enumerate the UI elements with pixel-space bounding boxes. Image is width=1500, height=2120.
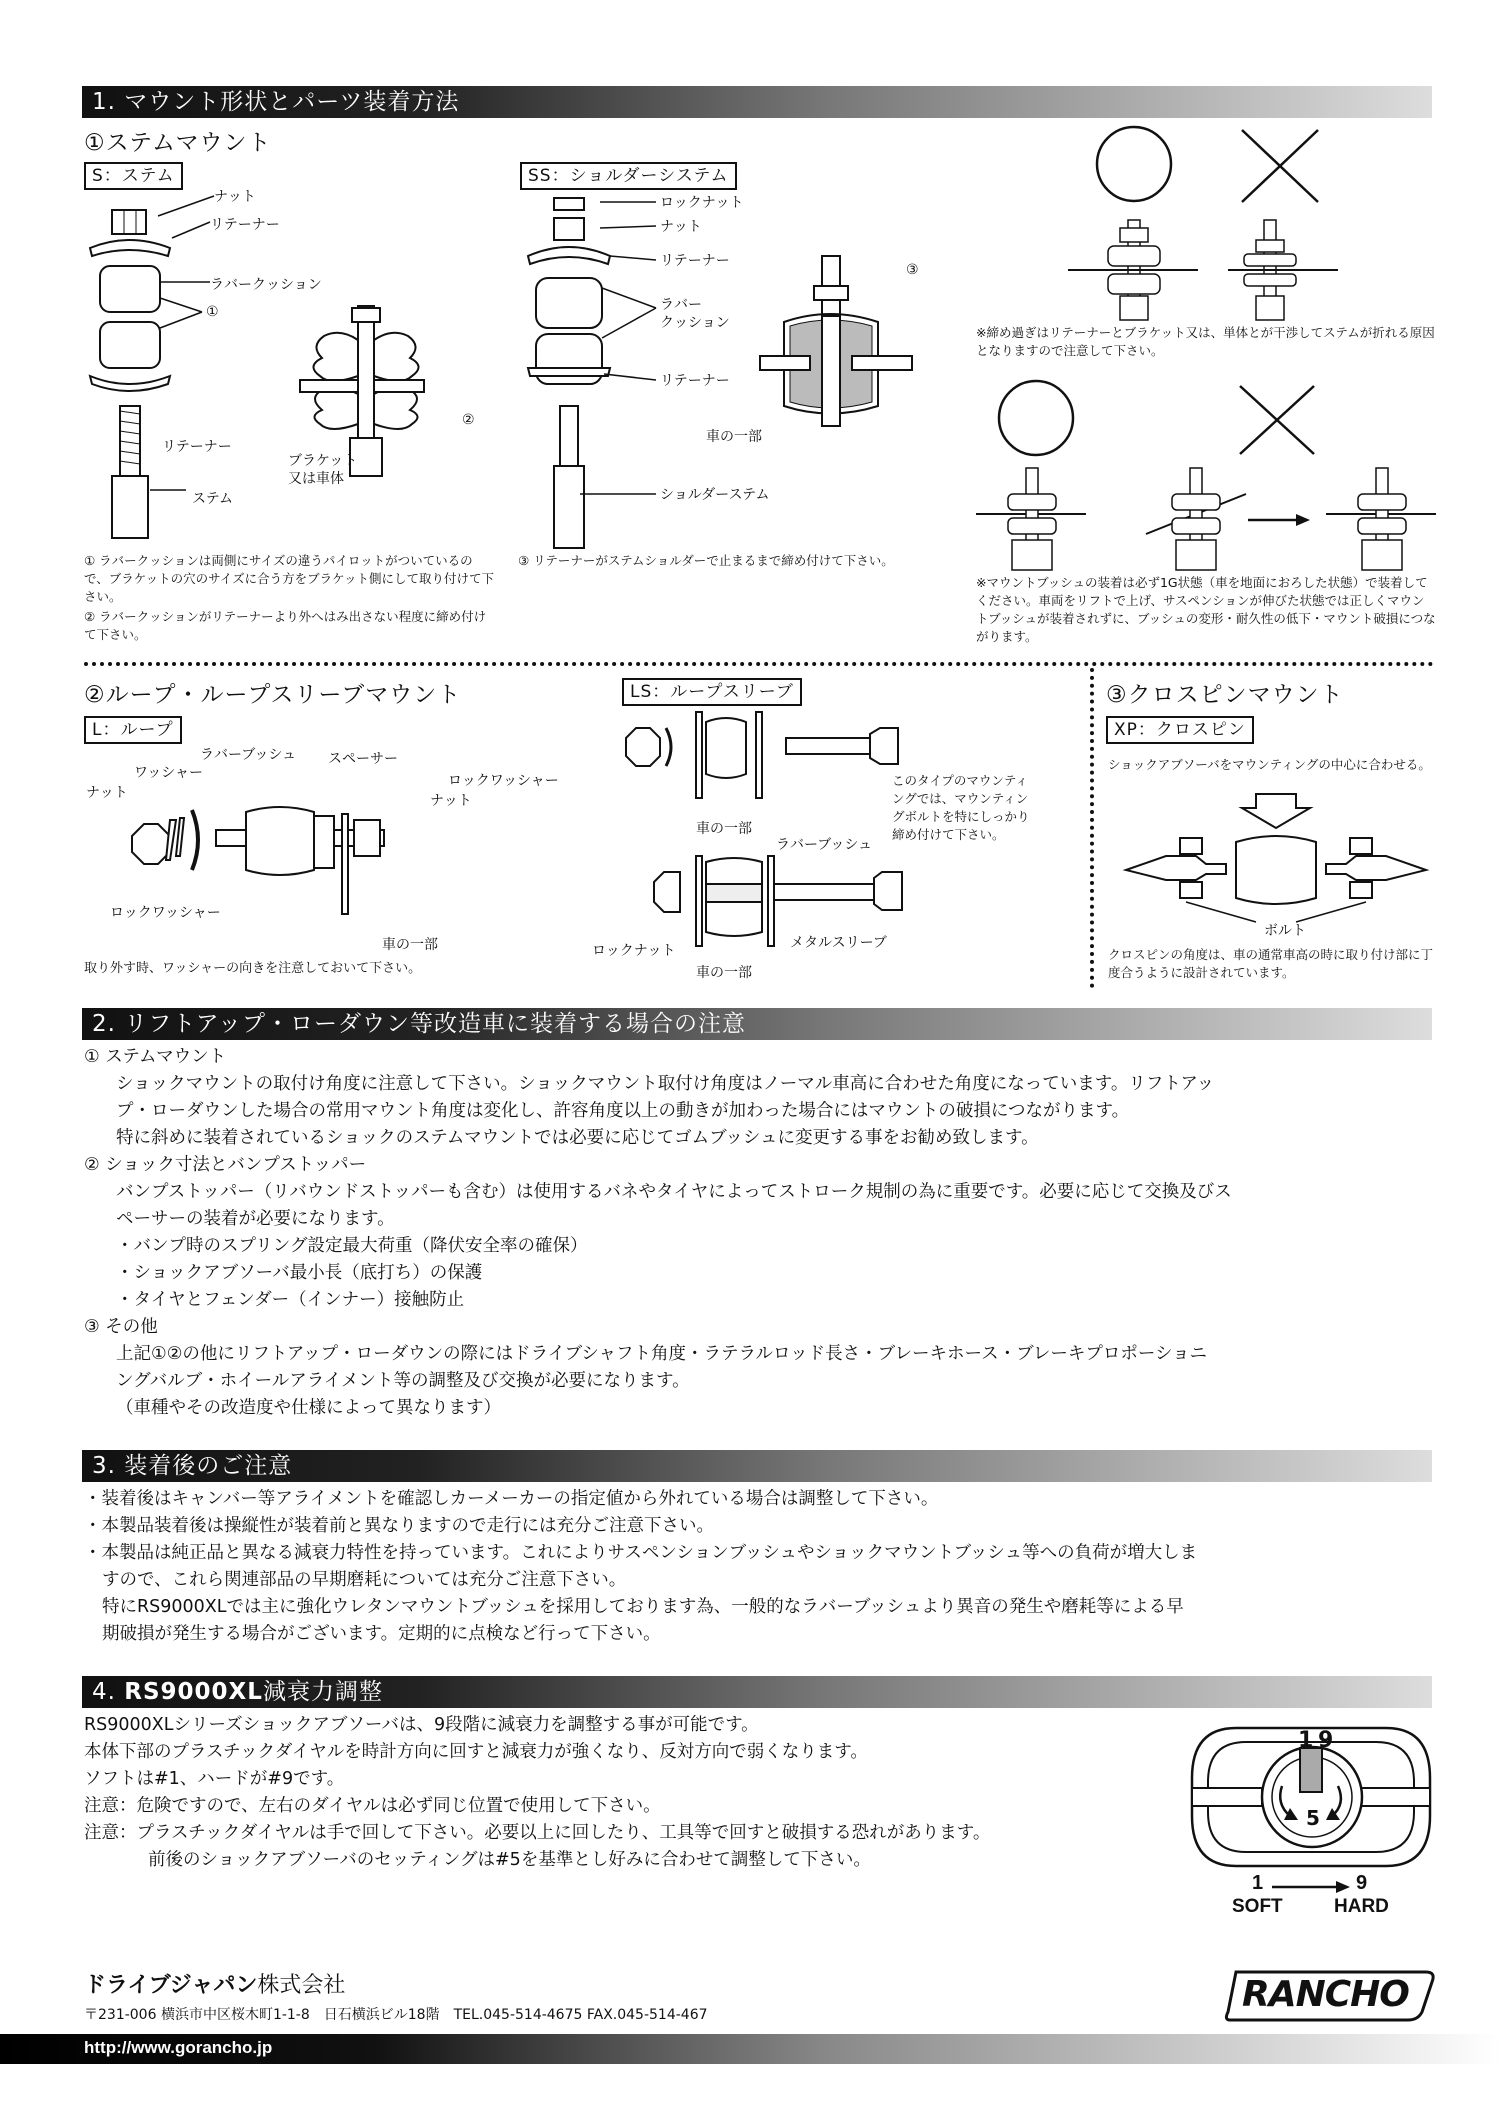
scale-soft-number: 1 (1252, 1872, 1264, 1894)
ok-circle-icon-2 (996, 378, 1076, 458)
section4-body (84, 1712, 1184, 1874)
section3-heading: 3. 装着後のご注意 (82, 1450, 1432, 1482)
sec3-line: すので、これら関連部品の早期磨耗については充分ご注意下さい。 (102, 1570, 627, 1590)
label-ls-locknut: ロックナット (592, 943, 676, 959)
label-retainer-bottom: リテーナー (162, 439, 232, 455)
sec2-line: バンプストッパー（リバウンドストッパーも含む）は使用するバネやタイヤによってストローク規制の為に重要です。必要に応じて交換及びス (116, 1182, 1232, 1202)
sec2-line: 上記①②の他にリフトアップ・ローダウンの際にはドライブシャフト角度・ラテラルロッド長さ・ブレーキホース・ブレーキプロポーショニ (116, 1344, 1208, 1364)
note-loop-washer: 取り外す時、ワッシャーの向きを注意しておいて下さい。 (84, 961, 422, 976)
scale-soft-label: SOFT (1232, 1896, 1283, 1917)
sec2-line: ・ショックアブソーバ最小長（底打ち）の保護 (116, 1263, 483, 1283)
label-ss-rubber: ラバー クッション (660, 297, 730, 331)
label-num3: ③ (906, 262, 919, 278)
company-name-suffix: 株式会社 (257, 1973, 346, 1998)
stem-mount-title: ①ステムマウント (84, 130, 272, 156)
note-1g-install: ※マウントブッシュの装着は必ず1G状態（車を地面におろした状態）で装着してください。車両をリフトで上げ、サスペンションが伸びた状態では正しくマウントブッシュが装着されずに、ブッシュの変形・耐久性の低下・マウント破損につながります。 (976, 575, 1436, 644)
sec2-line: ショックマウントの取付け角度に注意して下さい。ショックマウント取付け角度はノーマル車高に合わせた角度になっています。リフトアッ (116, 1074, 1215, 1094)
crosspin-diagram (1126, 794, 1426, 924)
sec2-line: （車種やその改造度や仕様によって異なります） (116, 1398, 501, 1418)
label-ss-retainer-top: リテーナー (660, 253, 730, 269)
stem-leader-lines (150, 190, 230, 510)
label-xp-bolt: ボルト (1264, 923, 1306, 939)
note-rubber-cushion-tighten: ② ラバークッションがリテーナーより外へはみ出さない程度に締め付けて下さい。 (84, 609, 487, 642)
sec4-line: 前後のショックアブソーバのセッティングは#5を基準とし好みに合わせて調整して下さい。 (148, 1850, 871, 1870)
company-name-bold: ドライブジャパン (84, 1973, 258, 1998)
note-crosspin-center: ショックアブソーバをマウンティングの中心に合わせる。 (1108, 757, 1431, 772)
xp-crosspin-label: XP：クロスピン (1106, 716, 1254, 744)
label-num2: ② (462, 412, 475, 428)
shoulder-assembled-diagram (760, 256, 920, 426)
scale-hard-label: HARD (1334, 1896, 1389, 1917)
label-stem: ステム (192, 491, 234, 507)
tightening-diagram (1068, 210, 1438, 320)
label-l-nut-left: ナット (86, 785, 128, 801)
label-ls-rubberbush: ラバーブッシュ (776, 837, 873, 853)
s-stem-label: S：ステム (84, 162, 183, 190)
sec2-line: ・タイヤとフェンダー（インナー）接触防止 (116, 1290, 465, 1310)
sec3-line: 特にRS9000XLでは主に強化ウレタンマウントブッシュを採用しております為、一般的なラバーブッシュより異音の発生や磨耗等による早 (102, 1597, 1184, 1617)
label-rubber-cushion: ラバークッション (210, 277, 322, 293)
label-l-spacer: スペーサー (328, 751, 398, 767)
sec4-title-model: RS9000XL (124, 1679, 263, 1705)
note-loop-sleeve-bolt: このタイプのマウンティングでは、マウンティングボルトを特にしっかり締め付けて下さい。 (892, 773, 1030, 842)
ls-loop-sleeve-label: LS：ループスリーブ (622, 678, 802, 706)
rancho-logo (1226, 1968, 1436, 2024)
crosspin-mount-title: ③クロスピンマウント (1106, 682, 1344, 708)
ok-circle-icon (1094, 124, 1174, 204)
sec2-line: プ・ローダウンした場合の常用マウント角度は変化し、許容角度以上の動きが加わった場合にはマウントの破損につながります。 (116, 1101, 1130, 1121)
label-l-car: 車の一部 (382, 937, 438, 953)
loop-mount-title: ②ループ・ループスリーブマウント (84, 682, 462, 708)
label-num1: ① (206, 304, 219, 320)
section2-heading: 2. リフトアップ・ローダウン等改造車に装着する場合の注意 (82, 1008, 1432, 1040)
rancho-logo-text: RANCHO (1242, 1974, 1409, 2015)
note-rubber-cushion-pilot: ① ラバークッションは両側にサイズの違うパイロットがついているので、ブラケットの穴のサイズに合う方をブラケット側にして取り付けて下さい。 (84, 553, 495, 604)
website-link[interactable]: http://www.gorancho.jp (84, 2038, 273, 2057)
section4-heading (82, 1676, 1432, 1708)
1g-install-diagram (976, 460, 1436, 570)
note-crosspin-angle: クロスピンの角度は、車の通常車高の時に取り付け部に丁度合うように設計されています。 (1108, 947, 1434, 980)
sec4-title-rest: 減衰力調整 (262, 1679, 383, 1705)
sec2-line: ングバルブ・ホイールアライメント等の調整及び交換が必要になります。 (116, 1371, 690, 1391)
section2-body (84, 1044, 1434, 1422)
ss-shoulder-label: SS：ショルダーシステム (520, 162, 737, 190)
label-retainer-top: リテーナー (210, 217, 280, 233)
crosspin-divider (1090, 668, 1094, 988)
sec4-line: 本体下部のプラスチックダイヤルを時計方向に回すと減衰力が強くなり、反対方向で弱くなります。 (84, 1742, 868, 1762)
dial-number-9: 9 (1318, 1728, 1334, 1753)
label-nut: ナット (214, 189, 256, 205)
ng-cross-icon-2 (1236, 382, 1318, 458)
section1-divider (84, 662, 1434, 666)
note-retainer-tighten: ③ リテーナーがステムショルダーで止まるまで締め付けて下さい。 (518, 553, 894, 568)
sec2-line: ペーサーの装着が必要になります。 (116, 1209, 395, 1229)
scale-hard-number: 9 (1356, 1872, 1368, 1894)
l-loop-label: L：ループ (84, 716, 182, 744)
sec2-line: ① ステムマウント (84, 1047, 227, 1067)
label-ss-shoulder-stem: ショルダーステム (660, 487, 770, 503)
sec2-line: ② ショック寸法とバンプストッパー (84, 1155, 367, 1175)
sec2-line: ③ その他 (84, 1317, 158, 1337)
label-l-washer: ワッシャー (134, 765, 204, 781)
label-l-rubberbush: ラバーブッシュ (200, 747, 297, 763)
label-ls-car-top: 車の一部 (696, 821, 752, 837)
sec3-line: ・本製品は純正品と異なる減衰力特性を持っています。これによりサスペンションブッシュやショックマウントブッシュ等への負荷が増大しま (84, 1543, 1198, 1563)
sec4-line: ソフトは#1、ハードが#9です。 (84, 1769, 345, 1789)
sec2-line: 特に斜めに装着されているショックのステムマウントでは必要に応じてゴムブッシュに変更する事をお勧め致します。 (116, 1128, 1039, 1148)
sec4-line: 注意：危険ですので、左右のダイヤルは必ず同じ位置で使用して下さい。 (84, 1796, 661, 1816)
label-l-lockwasher-left: ロックワッシャー (110, 905, 221, 921)
ss-leader-lines (600, 198, 660, 498)
label-ss-nut: ナット (660, 219, 702, 235)
ng-cross-icon (1238, 126, 1322, 206)
label-l-nut-right: ナット (430, 793, 472, 809)
label-ls-metal-sleeve: メタルスリーブ (790, 935, 887, 951)
dial-number-1: 1 (1298, 1728, 1314, 1753)
label-l-lockwasher-right: ロックワッシャー (448, 773, 559, 789)
dial-number-5: 5 (1306, 1806, 1320, 1830)
sec4-title-num: 4. (92, 1679, 125, 1705)
label-ls-car-bottom: 車の一部 (696, 965, 752, 981)
stem-assembled-diagram (300, 306, 440, 476)
label-ss-car: 車の一部 (706, 429, 762, 445)
soft-to-hard-arrow-icon (1272, 1880, 1352, 1894)
sec4-line: RS9000XLシリーズショックアブソーバは、9段階に減衰力を調整する事が可能です。 (84, 1715, 759, 1735)
company-name (84, 1968, 345, 1999)
section3-body (84, 1486, 1434, 1648)
sec3-line: 期破損が発生する場合がございます。定期的に点検など行って下さい。 (102, 1624, 661, 1644)
sec4-line: 注意：プラスチックダイヤルは手で回して下さい。必要以上に回したり、工具等で回すと破損する恐れがあります。 (84, 1823, 991, 1843)
label-bracket: ブラケット 又は車体 (288, 453, 358, 487)
loop-sleeve-exploded-diagram (626, 712, 906, 802)
section1-heading: 1. マウント形状とパーツ装着方法 (82, 86, 1432, 118)
company-address: 〒231-006 横浜市中区桜木町1-1-8 日石横浜ビル18階 TEL.045-514-4675 FAX.045-514-467 (84, 2007, 708, 2023)
note-overtightening: ※締め過ぎはリテーナーとブラケット又は、単体とが干渉してステムが折れる原因となりますので注意して下さい。 (976, 325, 1435, 358)
label-ss-locknut: ロックナット (660, 195, 744, 211)
sec2-line: ・バンプ時のスプリング設定最大荷重（降伏安全率の確保） (116, 1236, 588, 1256)
sec3-line: ・装着後はキャンバー等アライメントを確認しカーメーカーの指定値から外れている場合は調整して下さい。 (84, 1489, 939, 1509)
sec3-line: ・本製品装着後は操縦性が装着前と異なりますので走行には充分ご注意下さい。 (84, 1516, 714, 1536)
label-ss-retainer-bottom: リテーナー (660, 373, 730, 389)
